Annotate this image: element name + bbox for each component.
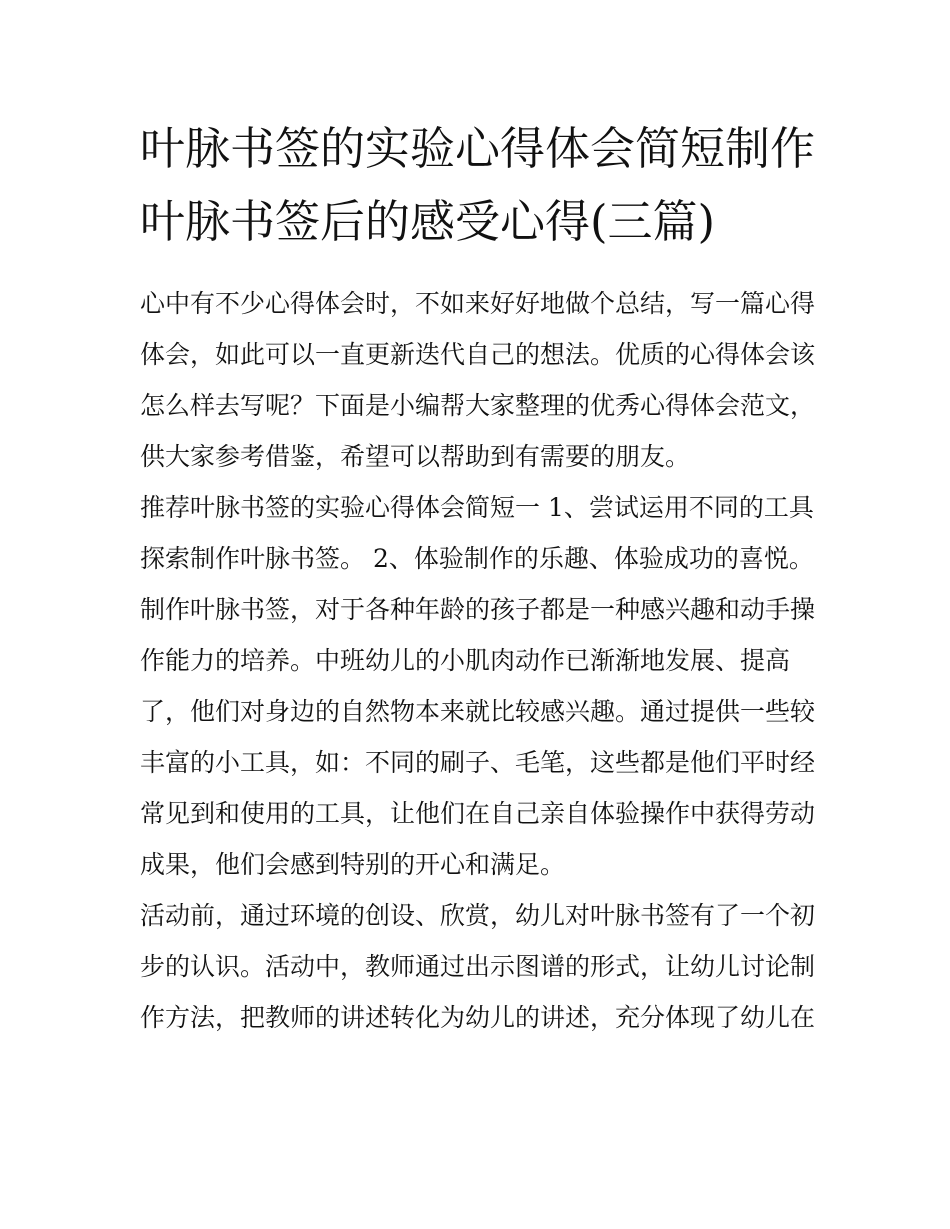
body-paragraph-2: 活动前，通过环境的创设、欣赏，幼儿对叶脉书签有了一个初步的认识。活动中，教师通过出示图谱的形式，让幼儿讨论制作方法，把教师的讲述转化为幼儿的讲述，充分体现了幼儿在 (140, 901, 816, 1032)
intro-paragraph: 心中有不少心得体会时，不如来好好地做个总结，写一篇心得体会，如此可以一直更新迭代自己的想法。优质的心得体会该怎么样去写呢？下面是小编帮大家整理的优秀心得体会范文，供大家参考借鉴，希望可以帮助到有需要的朋友。 (140, 289, 816, 471)
document-title: 叶脉书签的实验心得体会简短制作叶脉书签后的感受心得(三篇) (140, 122, 816, 248)
body-paragraph-1: 推荐叶脉书签的实验心得体会简短一 1、尝试运用不同的工具探索制作叶脉书签。 2、体验制作的乐趣、体验成功的喜悦。制作叶脉书签，对于各种年龄的孩子都是一种感兴趣和动手操作能力的培养。中班幼儿的小肌肉动作已渐渐地发展、提高了，他们对身边的自然物本来就比较感兴趣。通过提供一些较丰富的小工具，如：不同的刷子、毛笔，这些都是他们平时经常见到和使用的工具，让他们在自己亲自体验操作中获得劳动成果，他们会感到特别的开心和满足。 (140, 493, 816, 879)
document-content (140, 112, 816, 1043)
